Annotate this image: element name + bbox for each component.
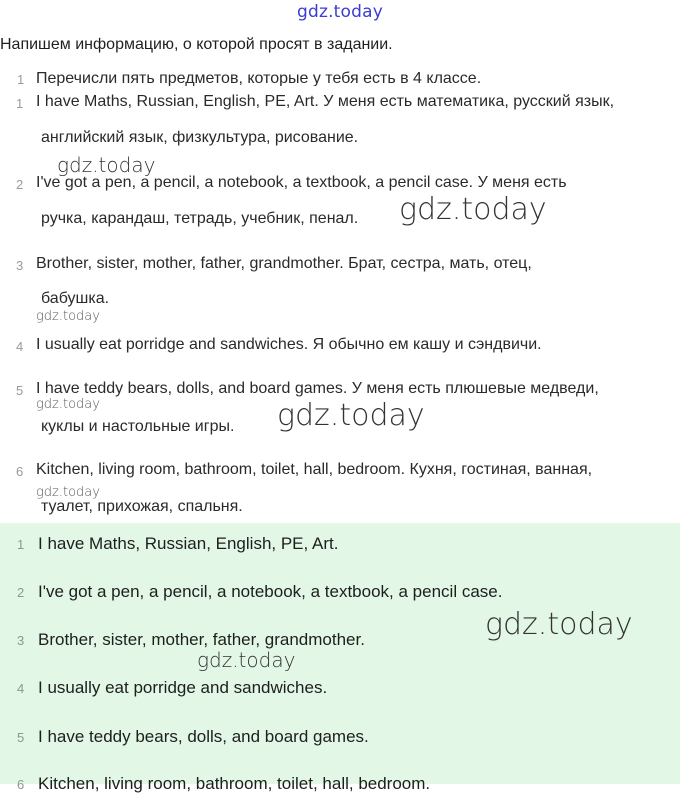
item-line: Brother, sister, mother, father, grandmother. Брат, сестра, мать, отец, (36, 255, 532, 272)
item-line: I have Maths, Russian, English, PE, Art. У меня есть математика, русский язык, (36, 93, 615, 110)
item-line: бабушка. (41, 290, 110, 307)
answer-number: 2 (17, 585, 25, 600)
answer-number: 4 (17, 681, 25, 696)
item-number: 4 (16, 339, 24, 354)
answer-number: 3 (17, 633, 25, 648)
item-number: 1 (16, 96, 24, 111)
answer-number: 1 (17, 537, 25, 552)
answer-line: Brother, sister, mother, father, grandmother. (38, 630, 365, 649)
item-number: 6 (16, 464, 24, 479)
item-line: английский язык, физкультура, рисование. (41, 129, 359, 146)
item-line: I've got a pen, a pencil, a notebook, a textbook, a pencil case. У меня есть (36, 174, 567, 191)
answer-line: Kitchen, living room, bathroom, toilet, hall, bedroom. (38, 774, 431, 793)
item-line: Kitchen, living room, bathroom, toilet, hall, bedroom. Кухня, гостиная, ванная, (36, 461, 593, 478)
item-line: I have teddy bears, dolls, and board games. У меня есть плюшевые медведи, (36, 380, 599, 397)
answer-panel (0, 523, 680, 793)
answer-line: I've got a pen, a pencil, a notebook, a textbook, a pencil case. (38, 582, 503, 601)
answer-number: 5 (17, 730, 25, 745)
item-number: 5 (16, 383, 24, 398)
watermark: gdz.today (36, 485, 100, 500)
item-line: I usually eat porridge and sandwiches. Я обычно ем кашу и сэндвичи. (36, 336, 542, 353)
header-watermark: gdz.today (296, 2, 384, 22)
item-number: 3 (16, 258, 24, 273)
item-line: ручка, карандаш, тетрадь, учебник, пенал. (41, 210, 359, 227)
watermark: gdz.today (57, 153, 156, 177)
intro-text: Напишем информацию, о которой просят в задании. (0, 36, 393, 53)
item-line: туалет, прихожая, спальня. (41, 498, 243, 515)
cutoff-task-number: 1 (17, 72, 25, 86)
answer-line: I usually eat porridge and sandwiches. (38, 678, 328, 697)
answer-number: 6 (17, 777, 25, 792)
answer-line: I have Maths, Russian, English, PE, Art. (38, 534, 339, 553)
cutoff-task-text: Перечисли пять предметов, которые у тебя есть в 4 классе. (36, 70, 482, 86)
watermark: gdz.today (197, 648, 296, 672)
watermark: gdz.today (399, 192, 547, 227)
item-line: куклы и настольные игры. (41, 418, 235, 435)
answer-line: I have teddy bears, dolls, and board games. (38, 727, 369, 746)
watermark: gdz.today (36, 397, 100, 412)
watermark: gdz.today (485, 607, 633, 642)
watermark: gdz.today (277, 398, 425, 433)
item-number: 2 (16, 177, 24, 192)
cutoff-task-row (0, 66, 680, 86)
watermark: gdz.today (36, 309, 100, 324)
